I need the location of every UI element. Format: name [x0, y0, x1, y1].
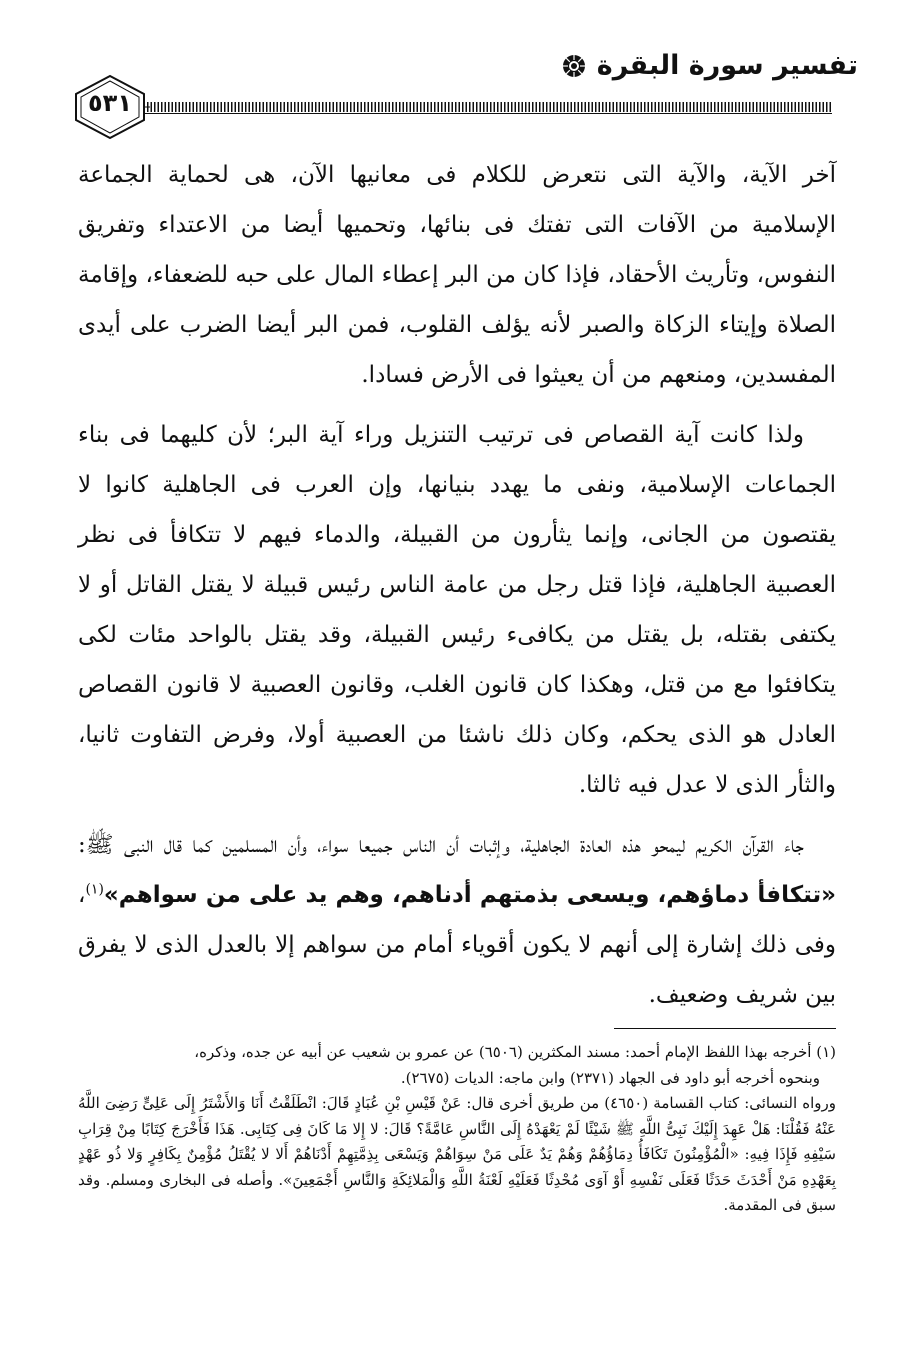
paragraph-3-tail: ، وفى ذلك إشارة إلى أنهم لا يكون أقوياء أمام من سواهم إلا بالعدل الذى لا يفرق بين شريف وضعيف.	[78, 882, 836, 1008]
footnote-reference[interactable]: (١)	[85, 881, 104, 898]
paragraph-3	[78, 820, 836, 1020]
footnotes	[78, 1040, 836, 1219]
footnote-line: (١) أخرجه بهذا اللفظ الإمام أحمد: مسند المكثرين (٦٥٠٦) عن عمرو بن شعيب عن أبيه عن جده، وذكره،	[194, 1043, 836, 1061]
header-rule	[140, 102, 832, 112]
header-rule-line	[140, 113, 832, 114]
footnote-line: ورواه النسائى: كتاب القسامة (٤٦٥٠) من طريق أخرى قال: عَنْ قَيْسِ بْنِ عُبَادٍ قَالَ: انْطَلَقْتُ أَنَا وَالأَشْتَرُ إِلَى عَلِىٍّ رَضِىَ اللَّهُ عَنْهُ فَقُلْنَا: هَلْ عَهِدَ إِلَيْكَ نَبِىُّ اللَّهِ ﷺ شَيْئًا لَمْ يَعْهَدْهُ إِلَى النَّاسِ عَامَّةً؟ قَالَ: لا إِلا مَا كَانَ فِى كِتَابِى. هَذَا فَأَخْرَجَ كِتَابًا مِنْ قِرَابِ سَيْفِهِ فَإِذَا فِيهِ: «الْمُؤْمِنُونَ تَكَافَأُ دِمَاؤُهُمْ وَهُمْ يَدٌ عَلَى مَنْ سِوَاهُمْ وَيَسْعَى بِذِمَّتِهِمْ أَدْنَاهُمْ أَلا لا يُقْتَلُ مُؤْمِنٌ بِكَافِرٍ وَلا ذُو عَهْدٍ بِعَهْدِهِ مَنْ أَحْدَثَ حَدَثًا فَعَلَى نَفْسِهِ أَوْ آوَى مُحْدِثًا فَعَلَيْهِ لَعْنَةُ اللَّهِ وَالْمَلائِكَةِ وَالنَّاسِ أَجْمَعِينَ». وأصله فى البخارى ومسلم. وقد سبق فى المقدمة.	[78, 1094, 837, 1214]
paragraph-1: آخر الآية، والآية التى نتعرض للكلام فى معانيها الآن، هى لحماية الجماعة الإسلامية من الآفات التى تفتك فى بنائها، وتحميها أيضا من الاعتداء وتفريق النفوس، وتأريث الأحقاد، فإذا كان من البر إعطاء المال على حبه للضعفاء، وإقامة الصلاة وإيتاء الزكاة والصبر لأنه يؤلف القلوب، فمن البر أيضا الضرب على أيدى المفسدين، ومنعهم من أن يعيثوا فى الأرض فسادا.	[78, 162, 836, 388]
header-title: تفسير سورة البقرة	[596, 50, 858, 81]
page-number: ٥٣١	[88, 89, 132, 117]
hadith-quote: «تتكافأ دماؤهم، ويسعى بذمتهم أدناهم، وهم يد على من سواهم»	[103, 882, 836, 908]
footnote-line: وبنحوه أخرجه أبو داود فى الجهاد (٢٣٧١) وابن ماجه: الديات (٢٦٧٥).	[400, 1068, 820, 1087]
running-header	[561, 50, 858, 81]
paragraph-3-lead: جاء القرآن الكريم ليمحو هذه العادة الجاهلية، وإثبات أن الناس جميعا سواء، وأن المسلمين كما قال النبى ﷺ:	[78, 832, 804, 858]
paragraph-2: ولذا كانت آية القصاص فى ترتيب التنزيل وراء آية البر؛ لأن كليهما فى بناء الجماعات الإسلامية، ونفى ما يهدد بنيانها، وإن العرب فى الجاهلية كانوا لا يقتصون من الجانى، وإنما يثأرون من القبيلة، والدماء فيهم لا تتكافأ فى نظر العصبية الجاهلية، فإذا قتل رجل من عامة الناس رئيس قبيلة لا يقتل القاتل أو لا يكتفى بقتله، بل يقتل من يكافىء رئيس القبيلة، وقد يقتل بالواحد مئات لكى يتكافئوا مع من قتل، وهكذا كان قانون الغلب، وقانون العصبية لا قانون القصاص العادل هو الذى يحكم، وكان ذلك ناشئا من العصبية أولا، وفرض التفاوت ثانيا، والثأر الذى لا عدل فيه ثالثا.	[78, 422, 836, 798]
flower-ornament-icon	[561, 53, 587, 79]
footnote-divider	[614, 1028, 836, 1029]
main-text	[78, 150, 836, 1030]
